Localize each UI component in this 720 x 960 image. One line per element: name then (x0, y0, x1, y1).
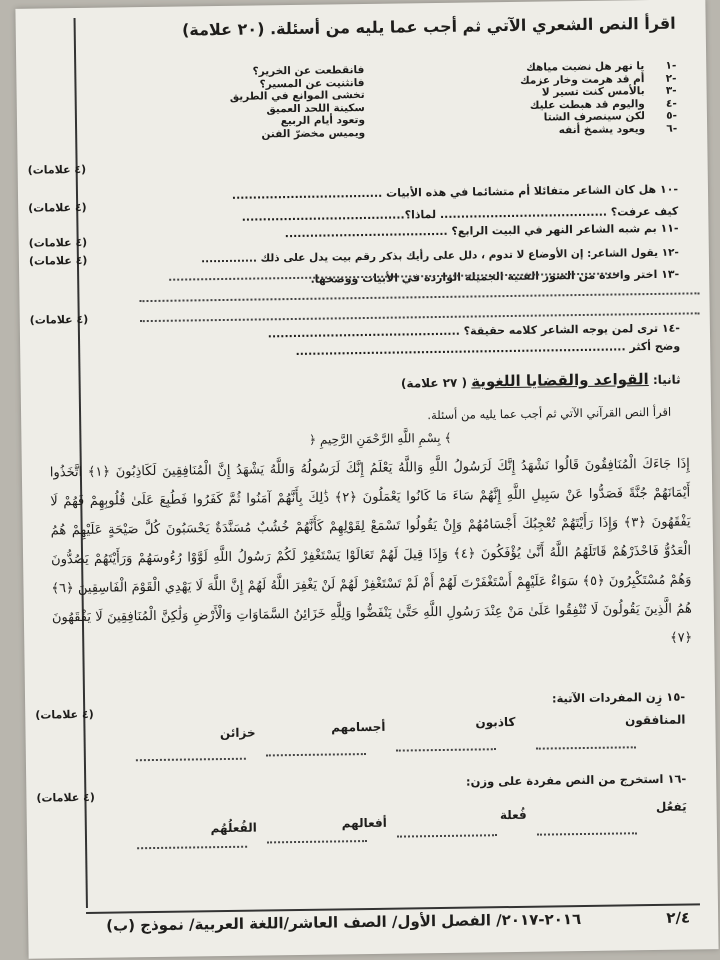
q15-word: خزائن (219, 725, 256, 741)
question-10: -١٠ هل كان الشاعر متفائلا أم متشائما في هذه الأبيات .................................... (231, 182, 679, 202)
question-1-title: اقرأ النص الشعري الآتي ثم أجب عما يليه من أسئلة. (٢٠ علامة) (181, 13, 676, 40)
question-12: -١٢ يقول الشاعر: إن الأوضاع لا تدوم ، دلل على رأيك بذكر رقم بيت يدل على ذلك .............. (200, 246, 679, 266)
section-title: القواعد والقضايا اللغوية (471, 370, 649, 391)
q15-word: المنافقون (624, 712, 686, 728)
question-14: -١٤ ترى لمن يوجه الشاعر كلامه حقيقة؟ .............................................. (267, 321, 681, 341)
poem (76, 60, 677, 143)
marks-label: (٤ علامات) (28, 253, 88, 268)
question-11: -١١ بم شبه الشاعر النهر في البيت الرابع؟ ....................................... (284, 221, 679, 241)
marks-label: (٤ علامات) (35, 707, 94, 722)
q16-word: الفُعلُهُم (210, 820, 257, 836)
poem-line: -٥ لكن سينصرف الشتا وتعود أيام الربيع (280, 109, 678, 128)
basmala: ﴿ بِسْمِ اللَّهِ الرَّحْمَنِ الرَّحِيمِ ﴾ (309, 430, 452, 447)
poem-line: -١ يا نهر هل نضبت مياهك فانقطعت عن الخرير؟ (252, 59, 677, 78)
marks-label: (٤ علامات) (28, 235, 88, 250)
page-number: ٢/٤ (666, 908, 691, 927)
marks-label: (٤ علامات) (36, 790, 95, 805)
footer-text: ٢٠١٦-٢٠١٧/ الفصل الأول/ الصف العاشر/اللغة العربية/ نموذج (ب) (106, 910, 582, 935)
question-15: -١٥ زِن المفردات الآتية: (551, 689, 686, 706)
poem-line: -٦ ويعود يشمخ أنفه ويميس مخضرّ الفنن (261, 122, 678, 140)
question-13: -١٣ اختر واحدة من الصور الفنية الجميلة الواردة في الأبيات ووضحها. (310, 267, 680, 286)
q15-word: كاذبون (475, 714, 516, 730)
exam-page (15, 0, 718, 959)
q16-word: فُعلة (499, 807, 527, 823)
q16-word: أفعالهم (341, 815, 387, 831)
section-prefix: ثانيا: (652, 372, 681, 387)
quran-intro: اقرأ النص القرآني الآتي ثم أجب عما يليه من أسئلة. (427, 404, 672, 423)
quran-passage: إِذَا جَاءَكَ الْمُنَافِقُونَ قَالُوا نَشْهَدُ إِنَّكَ لَرَسُولُ اللَّهِ وَاللَّهُ يَعْلَمُ إِنَّكَ لَرَسُولُهُ وَاللَّهُ يَشْهَدُ إِنَّ الْمُنَافِقِينَ لَكَاذِبُونَ ﴿١﴾ اتَّخَذُوا أَيْمَانَهُمْ جُنَّةً فَصَدُّوا عَنْ سَبِيلِ اللَّهِ إِنَّهُمْ سَاءَ مَا كَانُوا يَعْمَلُونَ ﴿٢﴾ ذَٰلِكَ بِأَنَّهُمْ آمَنُوا ثُمَّ كَفَرُوا فَطُبِعَ عَلَىٰ قُلُوبِهِمْ فَهُمْ لَا يَفْقَهُونَ ﴿٣﴾ وَإِذَا رَأَيْتَهُمْ تُعْجِبُكَ أَجْسَامُهُمْ وَإِنْ يَقُولُوا تَسْمَعْ لِقَوْلِهِمْ كَأَنَّهُمْ خُشُبٌ مُسَنَّدَةٌ يَحْسَبُونَ كُلَّ صَيْحَةٍ عَلَيْهِمْ هُمُ الْعَدُوُّ فَاحْذَرْهُمْ قَاتَلَهُمُ اللَّهُ أَنَّىٰ يُؤْفَكُونَ ﴿٤﴾ وَإِذَا قِيلَ لَهُمْ تَعَالَوْا يَسْتَغْفِرْ لَكُمْ رَسُولُ اللَّهِ لَوَّوْا رُءُوسَهُمْ وَرَأَيْتَهُمْ يَصُدُّونَ وَهُمْ مُسْتَكْبِرُونَ ﴿٥﴾ سَوَاءٌ عَلَيْهِمْ أَسْتَغْفَرْتَ لَهُمْ أَمْ لَمْ تَسْتَغْفِرْ لَهُمْ لَنْ يَغْفِرَ اللَّهُ لَهُمْ إِنَّ اللَّهَ لَا يَهْدِي الْقَوْمَ الْفَاسِقِينَ ﴿٦﴾ هُمُ الَّذِينَ يَقُولُونَ لَا تُنْفِقُوا عَلَىٰ مَنْ عِنْدَ رَسُولِ اللَّهِ حَتَّىٰ يَنْفَضُّوا وَلِلَّهِ خَزَائِنُ السَّمَاوَاتِ وَالْأَرْضِ وَلَٰكِنَّ الْمُنَافِقِينَ لَا يَفْقَهُونَ ﴿٧﴾ (49, 456, 693, 646)
q16-word: يَفعُل (655, 799, 687, 814)
q15-word: أجسامهم (331, 719, 386, 735)
poem-line: -٣ بالأمس كنت تسير لا تخشى الموانع في الطريق (229, 84, 677, 103)
section-marks: ( ٢٧ علامة) (400, 375, 468, 391)
footer (86, 903, 700, 944)
marks-label: (٤ علامات) (29, 312, 89, 327)
marks-label: (٤ علامات) (28, 200, 87, 215)
poem-line: -٤ واليوم قد هبطت عليك سكينة اللحد العميق (266, 97, 677, 115)
question-16: -١٦ استخرج من النص مفردة على وزن: (465, 771, 687, 789)
question-10-followup: كيف عرفت؟ ........................................ لماذا؟....................................... (241, 204, 679, 224)
question-14-followup: وضح أكثر ............................................................................... (295, 339, 681, 358)
poem-line: -٢ أم قد هرمت وخار عزمك فانثنيت عن المسير؟ (259, 72, 677, 90)
marks-label: (٤ علامات) (27, 162, 87, 177)
